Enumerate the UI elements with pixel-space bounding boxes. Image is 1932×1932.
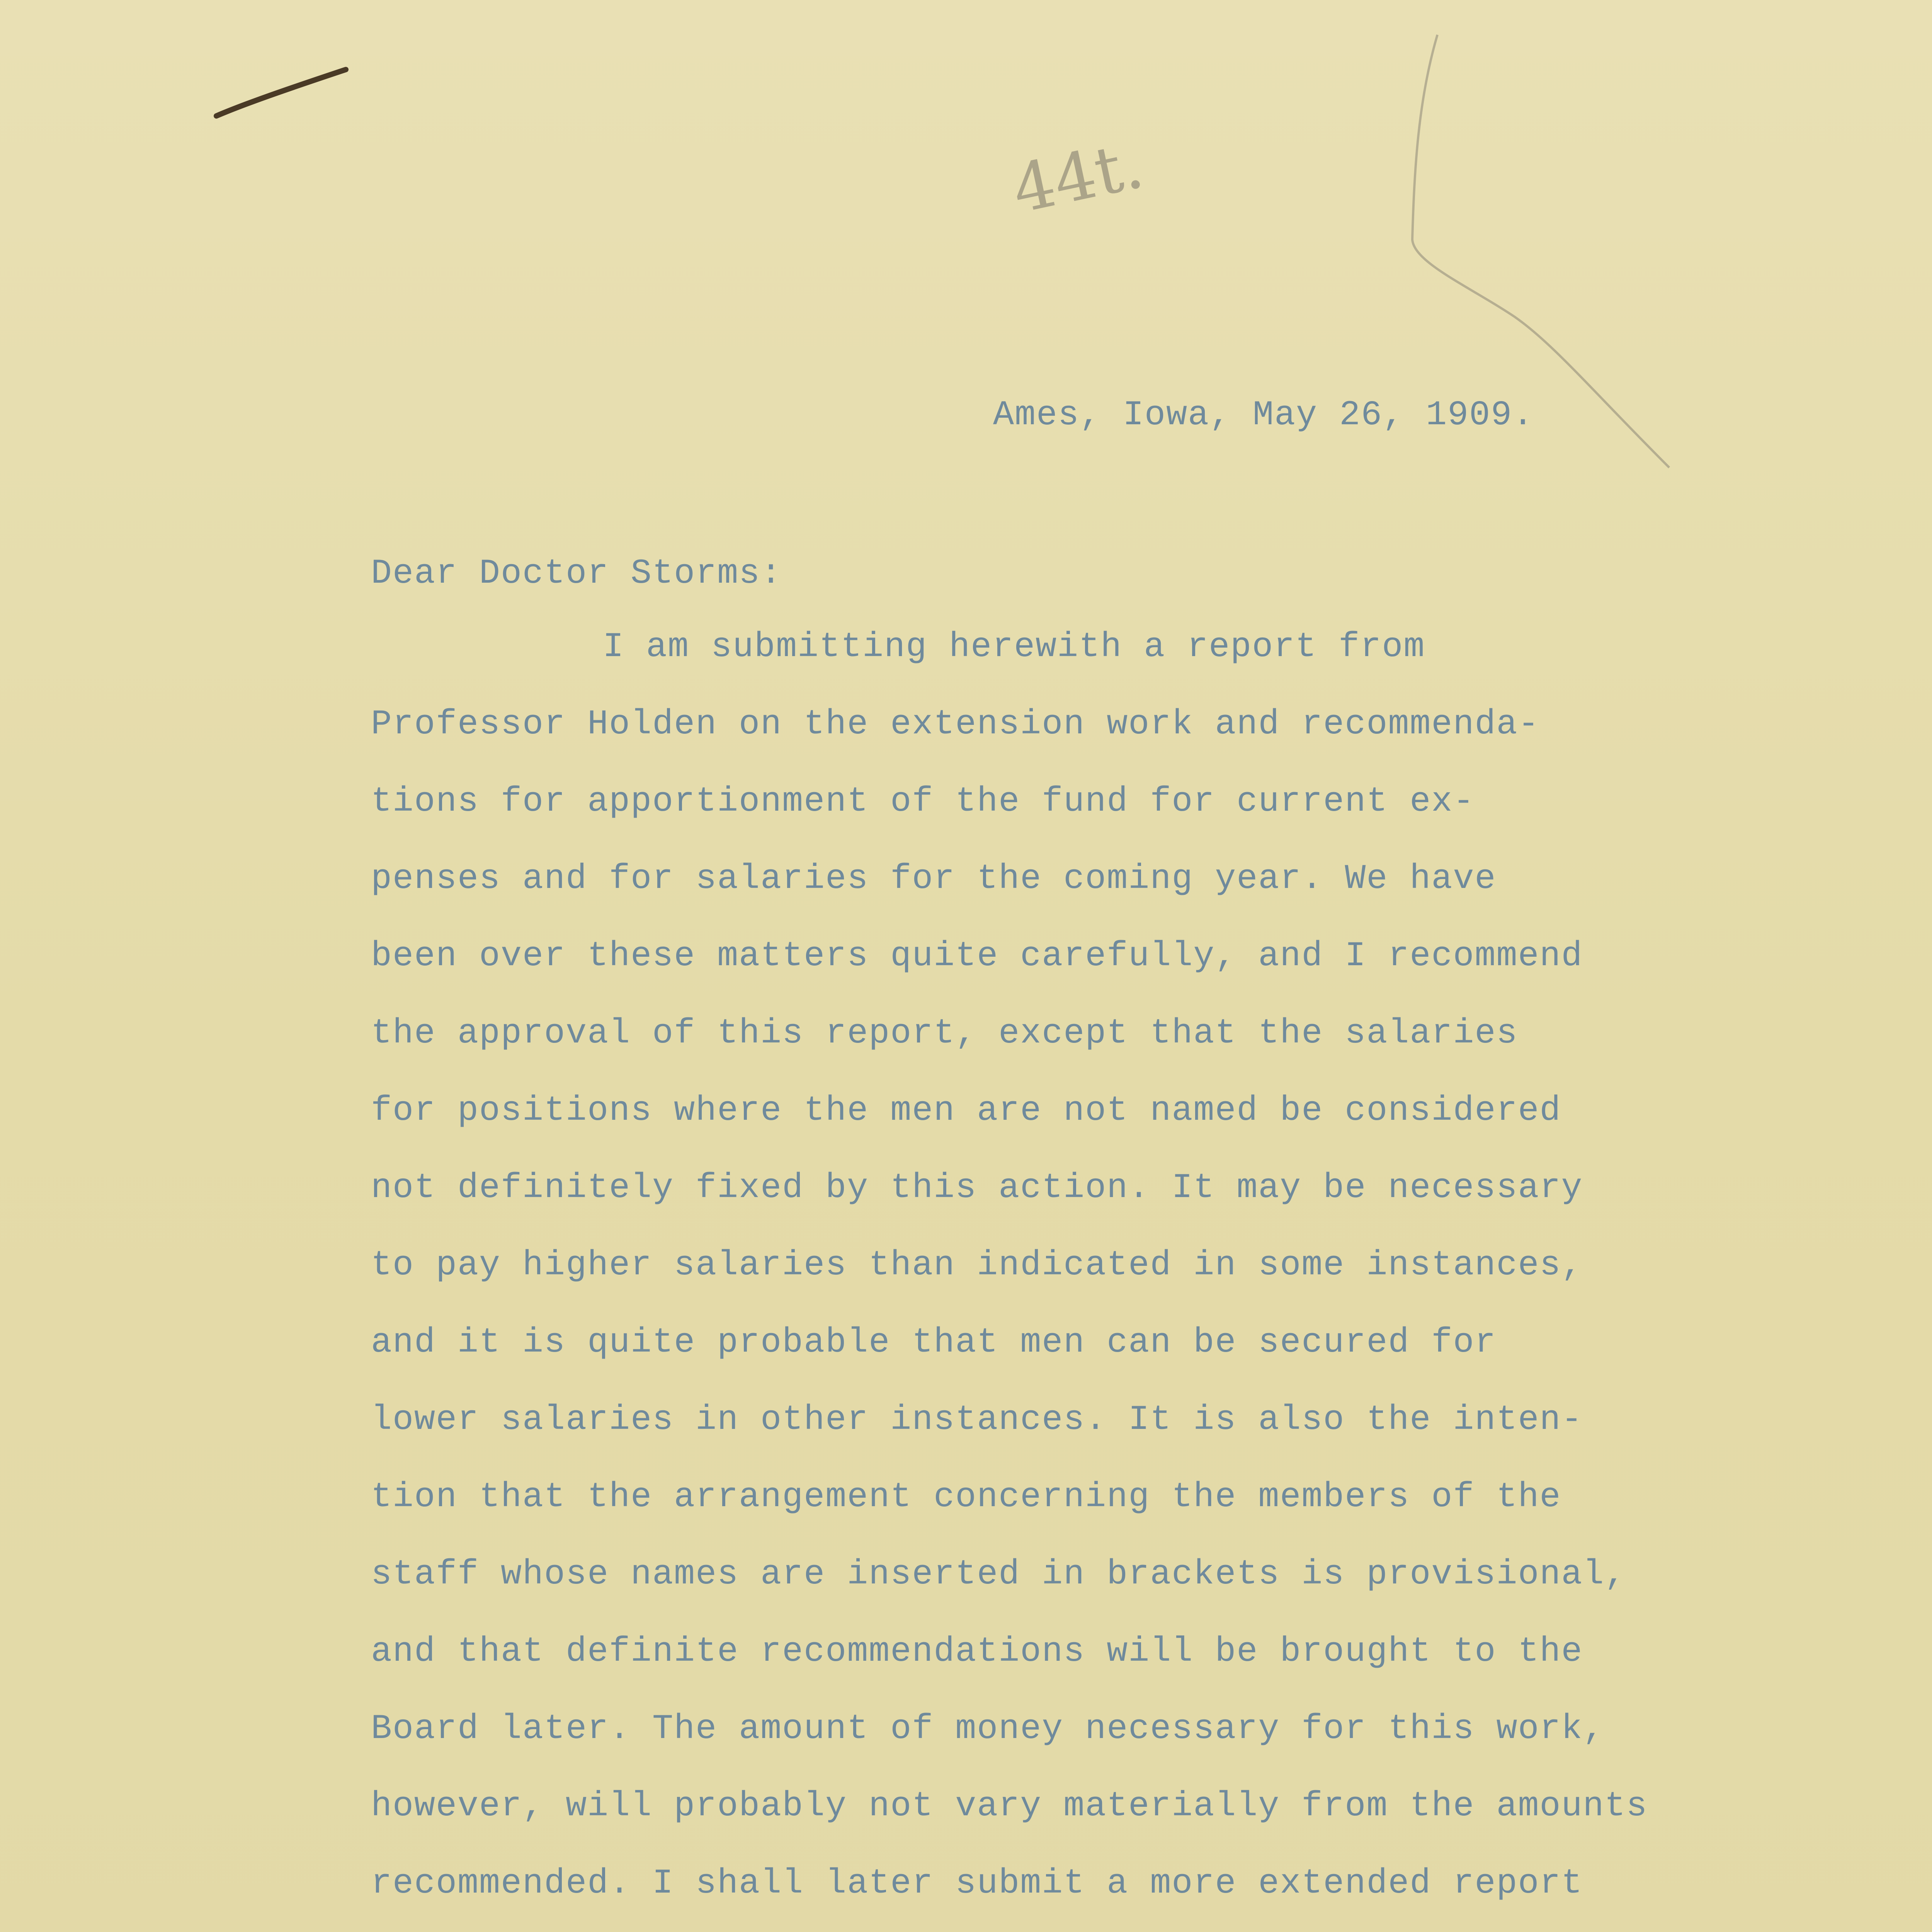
body-line: recommended. I shall later submit a more extended report <box>371 1864 1583 1903</box>
dateline: Ames, Iowa, May 26, 1909. <box>993 396 1534 435</box>
body-line: however, will probably not vary materially from the amounts <box>371 1787 1648 1826</box>
body-line: staff whose names are inserted in brackets is provisional, <box>371 1555 1626 1594</box>
body-line: Professor Holden on the extension work and recommenda- <box>371 705 1540 744</box>
body-line: lower salaries in other instances. It is also the inten- <box>371 1400 1583 1440</box>
body-line: Board later. The amount of money necessary for this work, <box>371 1709 1605 1749</box>
body-line: for positions where the men are not named be considered <box>371 1091 1561 1131</box>
body-line: not definitely fixed by this action. It may be necessary <box>371 1168 1583 1208</box>
body-line: tions for apportionment of the fund for current ex- <box>371 782 1475 821</box>
body-line: penses and for salaries for the coming year. We have <box>371 859 1497 899</box>
pen-mark <box>213 62 352 124</box>
body-line: the approval of this report, except that the salaries <box>371 1014 1518 1053</box>
body-line: and it is quite probable that men can be secured for <box>371 1323 1497 1362</box>
salutation: Dear Doctor Storms: <box>371 554 782 594</box>
body-line: and that definite recommendations will be brought to the <box>371 1632 1583 1672</box>
pencil-annotation: 44t. <box>1006 126 1150 229</box>
body-line: to pay higher salaries than indicated in some instances, <box>371 1246 1583 1285</box>
body-line: tion that the arrangement concerning the members of the <box>371 1478 1561 1517</box>
body-line: I am submitting herewith a report from <box>603 628 1425 667</box>
body-line: been over these matters quite carefully, and I recommend <box>371 937 1583 976</box>
